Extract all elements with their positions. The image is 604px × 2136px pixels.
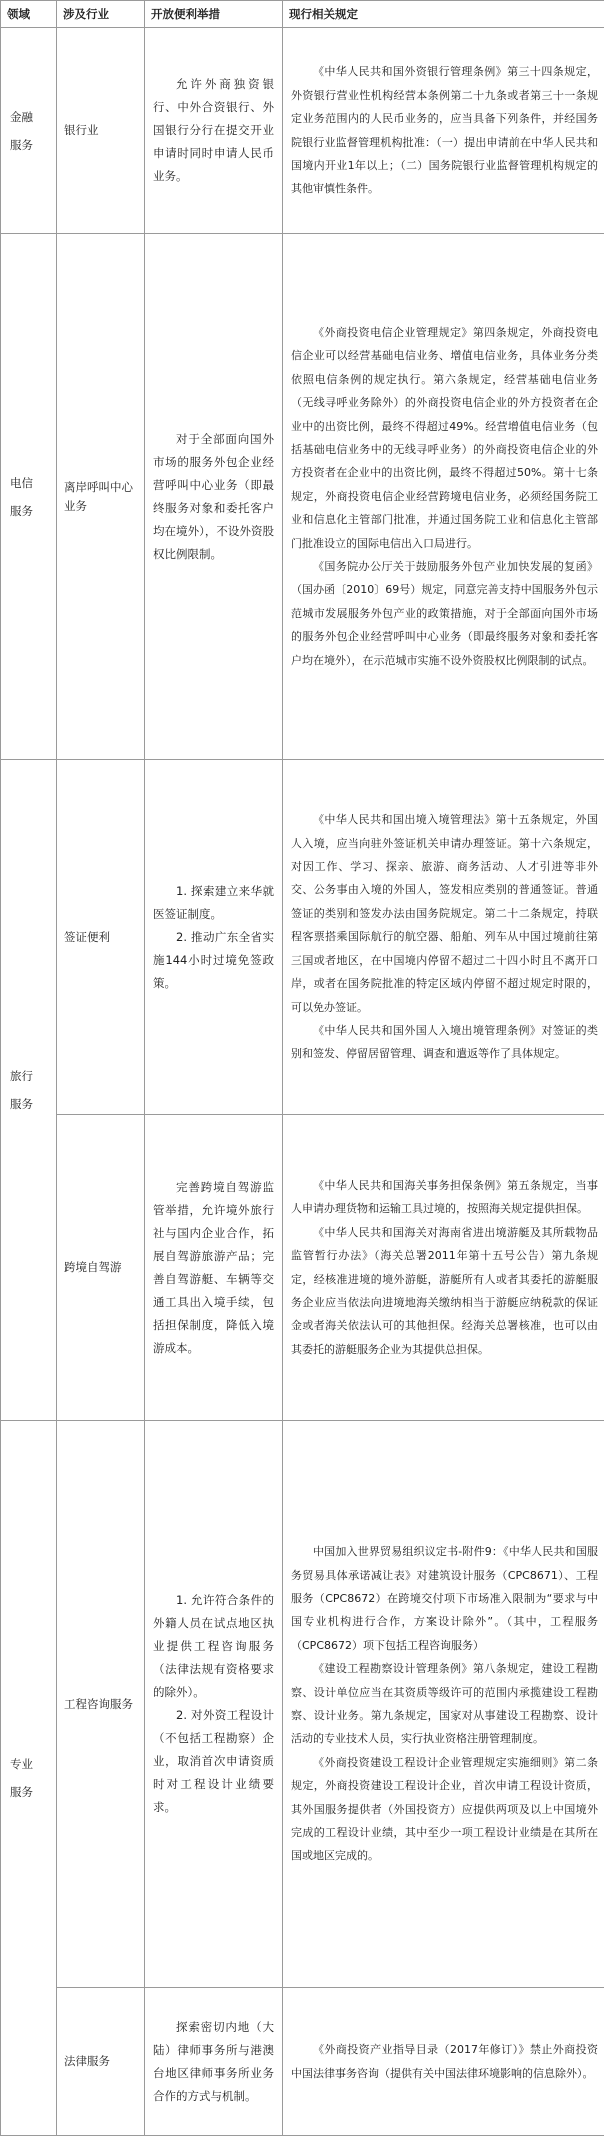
table-row [1, 234, 604, 760]
industry-label: 跨境自驾游 [64, 1260, 122, 1274]
regulation-cell [283, 1115, 604, 1421]
regulation-cell [283, 1988, 604, 2136]
domain-cell [1, 234, 57, 760]
industry-cell [57, 1115, 145, 1421]
regulation-text: 《中华人民共和国海关事务担保条例》第五条规定，当事人申请办理货物和运输工具过境的，按照海关规定提供担保。 [291, 1178, 598, 1216]
table-row [1, 1421, 604, 1988]
regulation-text: 《外商投资电信企业管理规定》第四条规定，外商投资电信企业可以经营基础电信业务、增值电信业务，具体业务分类依照电信条例的规定执行。第六条规定，经营基础电信业务（无线寻呼业务除外）的外商投资电信企业的外方投资者在企业中的出资比例，最终不得超过49%。经营增值电信业务（包括基础电信业务中的无线寻呼业务）的外商投资电信企业的外方投资者在企业中的出资比例，最终不得超过50%。第十七条规定，外商投资电信企业经营跨境电信业务，必须经国务院工业和信息化主管部门批准，并通过国务院工业和信息化主管部门批准设立的国际电信出入口局进行。 [291, 325, 598, 550]
measure-text: 1. 允许符合条件的外籍人员在试点地区执业提供工程咨询服务（法律法规有资格要求的除外）。 [153, 1593, 274, 1699]
table-row [1, 1988, 604, 2136]
measure-text: 探索密切内地（大陆）律师事务所与港澳台地区律师事务所业务合作的方式与机制。 [153, 2019, 274, 2103]
industry-cell [57, 234, 145, 760]
industry-cell [57, 28, 145, 234]
measure-cell [145, 1988, 283, 2136]
regulation-text: 《中华人民共和国外资银行管理条例》第三十四条规定，外资银行营业性机构经营本条例第二十九条或者第三十一条规定业务范围内的人民币业务的，应当具备下列条件，并经国务院银行业监督管理机构批准：（一）提出申请前在中华人民共和国境内开业1年以上；（二）国务院银行业监督管理机构规定的其他审慎性条件。 [291, 65, 598, 196]
regulation-text: 《国务院办公厅关于鼓励服务外包产业加快发展的复函》（国办函〔2010〕69号）规定，同意完善支持中国服务外包示范城市发展服务外包产业的政策措施，对于全部面向国外市场的服务外包企业经营呼叫中心业务（即最终服务对象和委托客户均在境外），在示范城市实施不设外资股权比例限制的试点。 [291, 560, 598, 667]
header-row [1, 1, 604, 28]
industry-label: 离岸呼叫中心业务 [64, 479, 133, 513]
measure-text: 对于全部面向国外市场的服务外包企业经营呼叫中心业务（即最终服务对象和委托客户均在境外），不设外资股权比例限制。 [153, 431, 274, 561]
domain-cell [1, 760, 57, 1421]
regulation-cell [283, 234, 604, 760]
measure-cell [145, 1421, 283, 1988]
regulation-text: 《外商投资产业指导目录（2017年修订）》禁止外商投资中国法律事务咨询（提供有关中国法律环境影响的信息除外）。 [291, 2043, 598, 2080]
header-regulation: 现行相关规定 [283, 1, 604, 28]
domain-label: 电信 服务 [10, 475, 33, 518]
measure-cell [145, 760, 283, 1115]
table-row [1, 1115, 604, 1421]
industry-label: 签证便利 [64, 929, 110, 944]
header-domain: 领域 [1, 1, 57, 28]
measure-cell [145, 234, 283, 760]
industry-label: 法律服务 [64, 2054, 110, 2068]
regulation-cell [283, 28, 604, 234]
domain-label: 专业 服务 [10, 1757, 33, 1799]
regulation-text: 《中华人民共和国外国人入境出境管理条例》对签证的类别和签发、停留居留管理、调查和遣返等作了具体规定。 [291, 1023, 598, 1061]
industry-cell [57, 760, 145, 1115]
regulation-text: 中国加入世界贸易组织议定书-附件9：《中华人民共和国服务贸易具体承诺减让表》对建筑设计服务（CPC8671）、工程服务（CPC8672）在跨境交付项下市场准入限制为“要求与中国专业机构进行合作，方案设计除外”。（其中，工程服务（CPC8672）项下包括工程咨询服务） [291, 1545, 598, 1652]
domain-cell [1, 28, 57, 234]
industry-cell [57, 1421, 145, 1988]
domain-cell [1, 1421, 57, 2136]
regulation-cell [283, 1421, 604, 1988]
regulation-text: 《建设工程勘察设计管理条例》第八条规定，建设工程勘察、设计单位应当在其资质等级许可的范围内承揽建设工程勘察、设计业务。第九条规定，国家对从事建设工程勘察、设计活动的专业技术人员，实行执业资格注册管理制度。 [291, 1662, 598, 1746]
measure-text: 允许外商独资银行、中外合资银行、外国银行分行在提交开业申请时同时申请人民币业务。 [153, 77, 274, 183]
measure-text: 完善跨境自驾游监管举措，允许境外旅行社与国内企业合作，拓展自驾游旅游产品；完善自驾游艇、车辆等交通工具出入境手续，包括担保制度，降低入境游成本。 [153, 1179, 274, 1355]
industry-label: 银行业 [64, 123, 99, 137]
table-row [1, 28, 604, 234]
domain-label: 旅行 服务 [10, 1069, 33, 1111]
header-industry: 涉及行业 [57, 1, 145, 28]
regulation-text: 《中华人民共和国海关对海南省进出境游艇及其所载物品监管暂行办法》（海关总署2011年第十五号公告）第九条规定，经核准进境的境外游艇，游艇所有人或者其委托的游艇服务企业应当依法向进境地海关缴纳相当于游艇应纳税款的保证金或者海关依法认可的其他担保。经海关总署核准，也可以由其委托的游艇服务企业为其提供总担保。 [291, 1225, 598, 1356]
measure-cell [145, 1115, 283, 1421]
regulation-text: 《外商投资建设工程设计企业管理规定实施细则》第二条规定，外商投资建设工程设计企业，首次申请工程设计资质，其外国服务提供者（外国投资方）应提供两项及以上中国境外完成的工程设计业绩，其中至少一项工程设计业绩是在其所在国或地区完成的。 [291, 1755, 598, 1863]
measure-cell [145, 28, 283, 234]
measure-text: 2. 对外资工程设计（不包括工程勘察）企业，取消首次申请资质时对工程设计业绩要求。 [153, 1708, 274, 1814]
measure-text: 2. 推动广东全省实施144小时过境免签政策。 [153, 929, 274, 990]
domain-label: 金融 服务 [10, 109, 33, 152]
industry-label: 工程咨询服务 [64, 1696, 133, 1711]
regulation-cell [283, 760, 604, 1115]
header-measure: 开放便利举措 [145, 1, 283, 28]
regulation-text: 《中华人民共和国出境入境管理法》第十五条规定，外国人入境，应当向驻外签证机关申请办理签证。第十六条规定，对因工作、学习、探亲、旅游、商务活动、人才引进等非外交、公务事由入境的外国人，签发相应类别的普通签证。普通签证的类别和签发办法由国务院规定。第二十二条规定，持联程客票搭乘国际航行的航空器、船舶、列车从中国过境前往第三国或者地区，在中国境内停留不超过二十四小时且不离开口岸，或者在国务院批准的特定区域内停留不超过规定时限的，可以免办签证。 [291, 813, 598, 1014]
industry-cell [57, 1988, 145, 2136]
table-row [1, 760, 604, 1115]
measure-text: 1. 探索建立来华就医签证制度。 [153, 883, 274, 921]
